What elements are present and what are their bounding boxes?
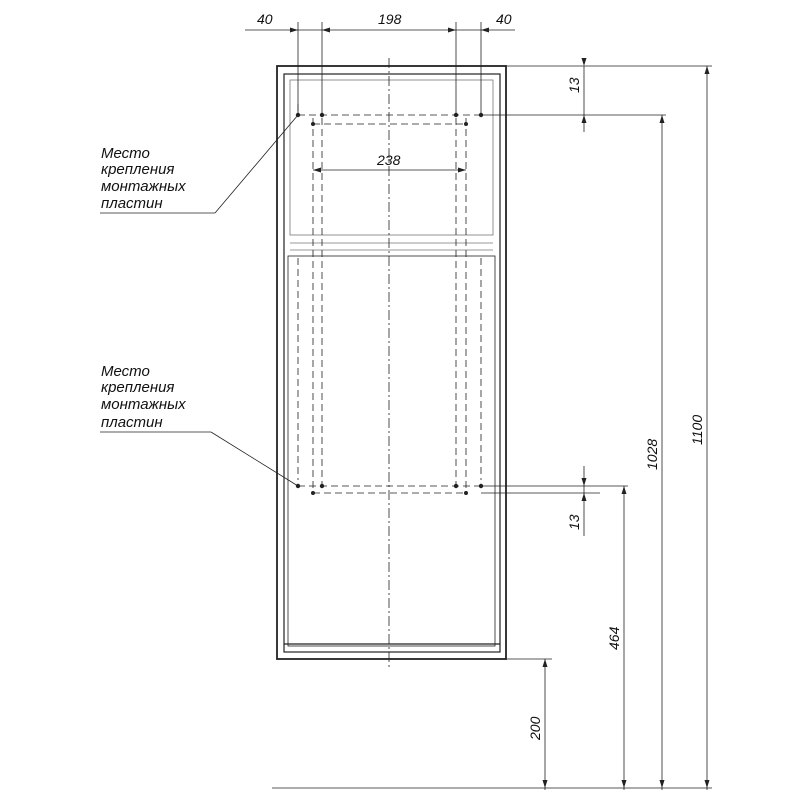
callout-top-line4: пластин: [101, 195, 163, 212]
dim-top-right: 40: [496, 11, 512, 27]
dim-mid-offset: 13: [566, 514, 582, 530]
callout-bottom-line3: монтажных: [101, 396, 186, 413]
dim-height-200: 200: [527, 716, 543, 740]
inner-width-dimension: [313, 168, 466, 173]
height-464-dimension: [622, 486, 627, 790]
height-1028-dimension: [660, 115, 665, 790]
dim-top-offset: 13: [566, 77, 582, 93]
dim-height-464: 464: [606, 626, 622, 650]
dim-inner-width: 238: [377, 152, 401, 168]
top-dimension-line: [245, 22, 515, 115]
callout-bottom-line1: Место: [101, 363, 150, 380]
callout-top-line1: Место: [101, 145, 150, 162]
dim-height-1100: 1100: [689, 414, 705, 445]
dim-top-middle: 198: [378, 11, 402, 27]
height-1100-dimension: [705, 66, 710, 790]
callout-top-line2: крепления: [101, 161, 175, 178]
callout-bottom-line4: пластин: [101, 414, 163, 431]
mid-offset-dimension: [481, 466, 628, 536]
dim-top-left: 40: [257, 11, 273, 27]
callout-top-line3: монтажных: [101, 178, 186, 195]
callout-bottom-line2: крепления: [101, 379, 175, 396]
callout-bottom: [100, 432, 298, 486]
top-offset-dimension: [481, 58, 712, 132]
dim-height-1028: 1028: [644, 438, 660, 470]
